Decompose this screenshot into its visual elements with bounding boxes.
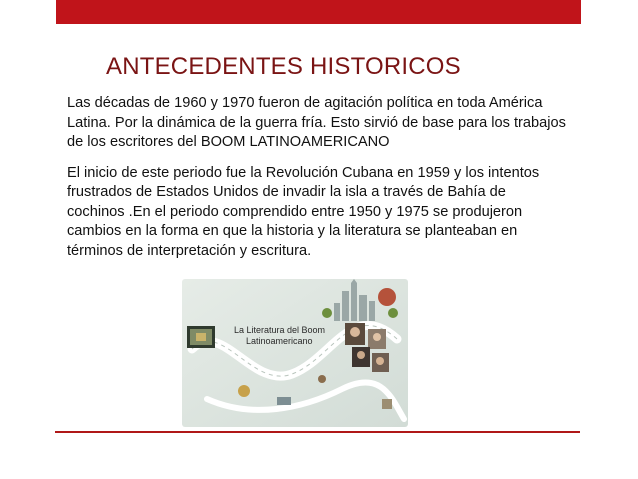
left-photo-detail	[196, 333, 206, 341]
red-balloon-icon	[378, 288, 396, 306]
figure-caption-line2: Latinoamericano	[246, 336, 313, 346]
green-tree-icon-2	[322, 308, 332, 318]
figure-caption-line1: La Literatura del Boom	[234, 325, 326, 335]
sun-icon	[238, 385, 250, 397]
bus-icon	[277, 397, 291, 405]
slide-title: ANTECEDENTES HISTORICOS	[106, 53, 461, 80]
bottom-divider	[55, 431, 580, 433]
green-tree-icon	[388, 308, 398, 318]
prezi-thumbnail-image	[182, 279, 408, 427]
slide-body	[67, 94, 567, 272]
top-accent-bar	[56, 0, 581, 24]
paragraph-1: Las décadas de 1960 y 1970 fueron de agitación política en toda América Latina. Por la dinámica de la guerra fría. Esto sirvió de base para los trabajos de los escritores del BOOM LATINOAMERICANO	[67, 95, 566, 150]
small-figure-icon	[318, 375, 326, 383]
book-icon	[382, 399, 392, 409]
paragraph-2: El inicio de este periodo fue la Revolución Cubana en 1959 y los intentos frustrados de Estados Unidos de invadir la isla a través de Bahía de cochinos .En el periodo comprendido entre 1950 y 1975 se produjeron cambios en la forma en que la historia y la literatura se planteaban en términos de interpretación y escritura.	[67, 164, 540, 259]
